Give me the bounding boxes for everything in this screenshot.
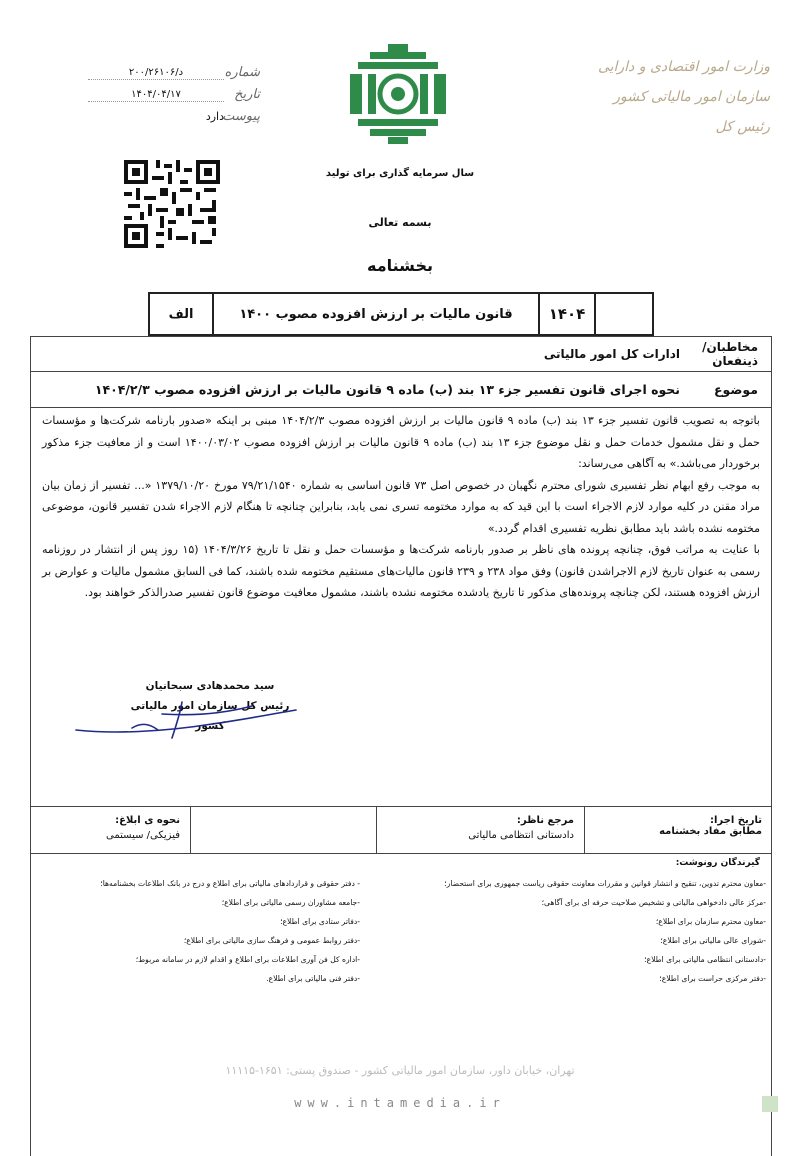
subject-value: نحوه اجرای قانون تفسیر جزء ۱۳ بند (ب) ماده ۹ قانون مالیات بر ارزش افزوده مصوب ۱۴۰۴/۲/۳ [94, 382, 680, 397]
cc-item: -دادستانی انتظامی مالیاتی برای اطلاع؛ [644, 955, 766, 964]
document-type: بخشنامه [367, 256, 433, 275]
law-title: قانون مالیات بر ارزش افزوده مصوب ۱۴۰۰ [212, 294, 538, 334]
circular-year: ۱۴۰۴ [538, 294, 594, 334]
handwritten-signature [72, 694, 302, 744]
cc-item: -اداره کل فن آوری اطلاعات برای اطلاع و اقدام لازم در سامانه مربوط؛ [135, 955, 360, 964]
cc-item: -معاون محترم تدوین، تنقیح و انتشار قوانین و مقررات معاونت حقوقی ریاست جمهوری برای استحضار؛ [444, 879, 766, 888]
attachment-value: دارد [205, 110, 224, 123]
subject-label: موضوع [713, 382, 758, 397]
signer-title: رئیس کل سازمان امور مالیاتی کشور [130, 700, 290, 732]
cc-list-left [20, 874, 360, 988]
body-paragraph: به موجب رفع ابهام نظر تفسیری شورای محترم نگهبان در خصوص اصل ۷۳ قانون اساسی به شماره ۷۹/۲۱/۱۵۴۰ مورخ ۱۳۷۹/۱۰/۲۰ «... تفسیر از زمان بیان مراد مقنن در کلیه موارد لازم الاجراء است با این قید که به موارد مختومه تسری نمی یابد، بنابراین چنانچه تا هنگام لازم الاجراء شدن تفسیر قانون، موضوعی مختومه نشده باشد باید مطابق نظریه تفسیری اقدام گردد.» [42, 478, 761, 535]
notification-method-value: فیزیکی/ سیستمی [106, 830, 180, 841]
circular-series: الف [168, 306, 194, 322]
number-row [88, 60, 260, 80]
circular-body [42, 410, 760, 604]
notification-method-cell [30, 807, 190, 853]
addressees-row [30, 336, 772, 372]
subject-row [30, 372, 772, 408]
circular-number-cell [594, 294, 652, 334]
cc-item: -دفتر روابط عمومی و فرهنگ سازی مالیاتی برای اطلاع؛ [183, 936, 360, 945]
circular-footer-table [30, 806, 772, 854]
cc-item: -دفتر مرکزی حراست برای اطلاع؛ [659, 974, 766, 983]
number-value: د/۲۰۰/۲۶۱۰۶ [88, 67, 224, 80]
supervisory-reference-label: مرجع ناظر: [516, 815, 574, 826]
number-label: شماره [224, 65, 260, 80]
attachment-row [88, 104, 260, 124]
spacer-cell [190, 807, 376, 853]
supervisory-reference-value: دادستانی انتظامی مالیاتی [468, 830, 574, 841]
execution-date-cell [584, 807, 772, 853]
cc-list-right [406, 874, 766, 988]
postal-address: تهران، خیابان داور، سازمان امور مالیاتی کشور - صندوق پستی: ۱۶۵۱-۱۱۱۱۵ [225, 1064, 575, 1077]
supervisory-reference-cell [376, 807, 584, 853]
ministry-header [570, 52, 770, 142]
attachment-label: پیوست [222, 109, 260, 124]
bismillah: بسمه تعالی [368, 216, 432, 229]
circular-title-box [148, 292, 654, 336]
date-label: تاریخ [234, 87, 260, 102]
signer-name: سید محمدهادی سبحانیان [145, 680, 275, 692]
addressees-label: مخاطبان/ ذینفعان [702, 339, 758, 368]
tax-organization-logo [350, 44, 446, 144]
cc-item: -دفاتر ستادی برای اطلاع؛ [280, 917, 360, 926]
cc-item: - دفتر حقوقی و قراردادهای مالیاتی برای اطلاع و درج در بانک اطلاعات بخشنامه‌ها؛ [100, 879, 360, 888]
cc-item: -دفتر فنی مالیاتی برای اطلاع. [266, 974, 360, 983]
qr-code [124, 160, 220, 248]
date-row [88, 82, 260, 102]
notification-method-label: نحوه ی ابلاغ: [115, 815, 180, 826]
decorative-square [762, 1096, 778, 1112]
execution-date-value: مطابق مفاد بخشنامه [659, 826, 762, 837]
date-value: ۱۴۰۴/۰۴/۱۷ [88, 89, 224, 102]
body-paragraph: باتوجه به تصویب قانون تفسیر جزء ۱۳ بند (ب) ماده ۹ قانون مالیات بر ارزش افزوده مصوب ۱۴۰۴/۲/۳ مبنی بر اینکه «صدور بارنامه شرکت‌ها و مؤسسات حمل و نقل مشمول خدمات حمل و نقل موضوع جزء ۱۳ بند (ب) ماده ۹ قانون مالیات بر ارزش افزوده مصوب ۱۴۰۰/۰۳/۰۲ است و از معافیت جزء مذکور برخوردار می‌باشد.» به آگاهی می‌رساند: [42, 414, 760, 470]
body-paragraph: با عنایت به مراتب فوق، چنانچه پرونده های ناظر بر صدور بارنامه شرکت‌ها و مؤسسات حمل و نقل تا تاریخ ۱۴۰۴/۳/۲۶ (۱۵ روز پس از انتشار در روزنامه رسمی به عنوان تاریخ لازم الاجراشدن قانون) وفق مواد ۲۳۸ و ۲۳۹ قانون مالیات‌های مستقیم مختومه شده باشند، کما فی السابق مشمول مالیات و عوارض بر ارزش افزوده هستند، لکن چنانچه پرونده‌های مذکور تا تاریخ یادشده مختومه نشده باشند، مشمول معافیت موضوع قانون تفسیر صدرالذکر خواهند بود. [42, 543, 760, 599]
execution-date-label: تاریخ اجرا: [710, 815, 762, 826]
document-meta [88, 60, 260, 126]
issuer-title: رئیس کل [715, 119, 770, 135]
organization-name: سازمان امور مالیاتی کشور [613, 89, 770, 105]
cc-item: -جامعه مشاوران رسمی مالیاتی برای اطلاع؛ [221, 898, 360, 907]
year-slogan: سال سرمایه گذاری برای تولید [325, 168, 475, 179]
cc-item: -مرکز عالی دادخواهی مالیاتی و تشخیص صلاحیت حرفه ای برای آگاهی؛ [541, 898, 766, 907]
addressees-value: ادارات کل امور مالیاتی [543, 346, 680, 361]
ministry-name: وزارت امور اقتصادی و دارایی [597, 59, 770, 75]
cc-title: گیرندگان رونوشت: [675, 858, 760, 868]
website-link[interactable]: www.intamedia.ir [294, 1096, 506, 1110]
cc-item: -معاون محترم سازمان برای اطلاع؛ [655, 917, 766, 926]
cc-item: -شورای عالی مالیاتی برای اطلاع؛ [660, 936, 766, 945]
